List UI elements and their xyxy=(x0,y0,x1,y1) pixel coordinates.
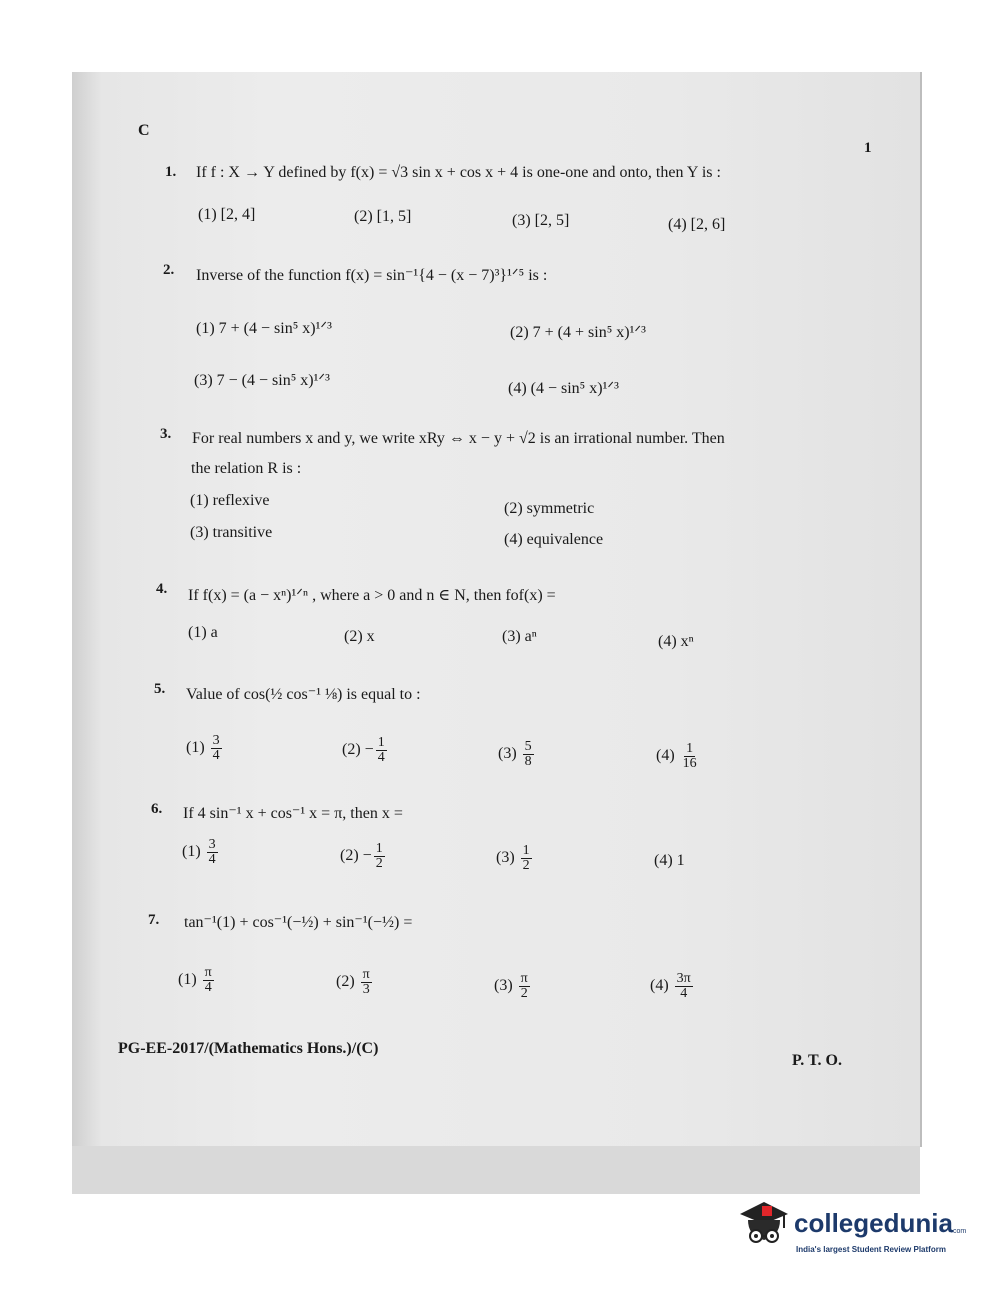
option: (1) [2, 4] xyxy=(198,206,256,223)
option: (3) [2, 5] xyxy=(512,212,570,229)
pto-label: P. T. O. xyxy=(792,1052,842,1069)
option: (4) 1 xyxy=(654,852,685,869)
denominator: 8 xyxy=(524,754,532,769)
denominator: 2 xyxy=(520,986,528,1001)
denominator: 4 xyxy=(204,980,212,995)
fraction xyxy=(519,972,530,1001)
paper-code: PG-EE-2017/(Mathematics Hons.)/(C) xyxy=(118,1040,379,1057)
question-text: Value of cos(½ cos⁻¹ ⅛) is equal to : xyxy=(186,686,421,703)
option: (2) [1, 5] xyxy=(354,208,412,225)
numerator: 1 xyxy=(375,841,383,856)
question-text: the relation R is : xyxy=(191,460,302,477)
question-text: For real numbers x and y, we write xRy ⇔ x − y + √2 is an irrational number. Then xyxy=(192,430,725,447)
minus-sign: − xyxy=(364,741,374,759)
numerator: π xyxy=(204,965,212,980)
fraction xyxy=(374,842,385,871)
fraction xyxy=(521,844,532,873)
option-item xyxy=(496,844,534,873)
question-number: 2. xyxy=(163,262,175,278)
option-item xyxy=(340,842,387,871)
question-text: Inverse of the function f(x) = sin⁻¹{4 − (x − 7)³}¹ᐟ⁵ is : xyxy=(196,267,548,284)
option-item xyxy=(186,734,224,763)
option-item xyxy=(498,740,536,769)
fraction xyxy=(675,972,693,1001)
numerator: 1 xyxy=(686,741,694,756)
set-letter: C xyxy=(138,122,150,139)
option: (1) 7 + (4 − sin⁵ x)¹ᐟ³ xyxy=(196,320,332,337)
option: (3) aⁿ xyxy=(502,628,537,645)
fraction xyxy=(361,968,372,997)
option-label: (1) xyxy=(186,739,205,757)
numerator: π xyxy=(362,967,370,982)
option: (4) equivalence xyxy=(504,531,604,548)
option: (2) x xyxy=(344,628,375,645)
denominator: 3 xyxy=(362,982,370,997)
denominator: 4 xyxy=(377,750,385,765)
option: (1) reflexive xyxy=(190,492,270,509)
logo-domain-suffix: .com xyxy=(951,1228,967,1235)
fraction xyxy=(211,734,222,763)
numerator: 1 xyxy=(377,735,385,750)
option-label: (2) xyxy=(340,847,359,865)
option-label: (3) xyxy=(494,977,513,995)
denominator: 4 xyxy=(680,986,688,1001)
denominator: 4 xyxy=(208,852,216,867)
option: (2) symmetric xyxy=(504,500,595,517)
question-text: If 4 sin⁻¹ x + cos⁻¹ x = π, then x = xyxy=(183,805,403,822)
numerator: 5 xyxy=(524,739,532,754)
question-text: tan⁻¹(1) + cos⁻¹(−½) + sin⁻¹(−½) = xyxy=(184,914,413,931)
option: (3) transitive xyxy=(190,524,273,541)
question-number: 5. xyxy=(154,681,166,697)
fraction xyxy=(203,966,214,995)
option-item xyxy=(178,966,216,995)
fraction xyxy=(376,736,387,765)
numerator: 1 xyxy=(522,843,530,858)
option-label: (2) xyxy=(342,741,361,759)
question-number: 3. xyxy=(160,426,172,442)
numerator: 3 xyxy=(208,837,216,852)
fraction xyxy=(523,740,534,769)
option-label: (2) xyxy=(336,973,355,991)
option-label: (3) xyxy=(498,745,517,763)
fraction xyxy=(681,742,699,771)
denominator: 2 xyxy=(522,858,530,873)
minus-sign: − xyxy=(362,847,372,865)
fraction xyxy=(207,838,218,867)
option: (2) 7 + (4 + sin⁵ x)¹ᐟ³ xyxy=(510,324,646,341)
option: (4) [2, 6] xyxy=(668,216,726,233)
numerator: 3π xyxy=(676,971,691,986)
numerator: π xyxy=(520,971,528,986)
page-number: 1 xyxy=(864,140,872,156)
option-item xyxy=(650,972,695,1001)
question-number: 1. xyxy=(165,164,177,180)
question-number: 4. xyxy=(156,581,168,597)
graduate-mascot-icon xyxy=(734,1196,794,1256)
denominator: 4 xyxy=(212,748,220,763)
option-item xyxy=(494,972,532,1001)
question-text: If f(x) = (a − xⁿ)¹ᐟⁿ , where a > 0 and n ∈ N, then fof(x) = xyxy=(188,587,556,604)
denominator: 2 xyxy=(375,856,383,871)
question-text: If f : X → Y defined by f(x) = √3 sin x + cos x + 4 is one-one and onto, then Y is : xyxy=(196,164,721,181)
option: (1) a xyxy=(188,624,218,641)
option: (4) xⁿ xyxy=(658,633,694,650)
option: (3) 7 − (4 − sin⁵ x)¹ᐟ³ xyxy=(194,372,330,389)
logo-wordmark: collegedunia xyxy=(794,1208,953,1238)
question-number: 7. xyxy=(148,912,160,928)
option-label: (3) xyxy=(496,849,515,867)
option-item xyxy=(342,736,389,765)
scan-bottom-band xyxy=(72,1146,920,1194)
option-label: (1) xyxy=(182,843,201,861)
question-number: 6. xyxy=(151,801,163,817)
option-label: (4) xyxy=(656,747,675,765)
option-item xyxy=(656,742,701,771)
logo-tagline: India's largest Student Review Platform xyxy=(796,1245,946,1254)
denominator: 16 xyxy=(682,756,697,771)
option: (4) (4 − sin⁵ x)¹ᐟ³ xyxy=(508,380,619,397)
option-item xyxy=(182,838,220,867)
numerator: 3 xyxy=(212,733,220,748)
option-item xyxy=(336,968,374,997)
page-edge xyxy=(920,72,922,1147)
option-label: (4) xyxy=(650,977,669,995)
option-label: (1) xyxy=(178,971,197,989)
